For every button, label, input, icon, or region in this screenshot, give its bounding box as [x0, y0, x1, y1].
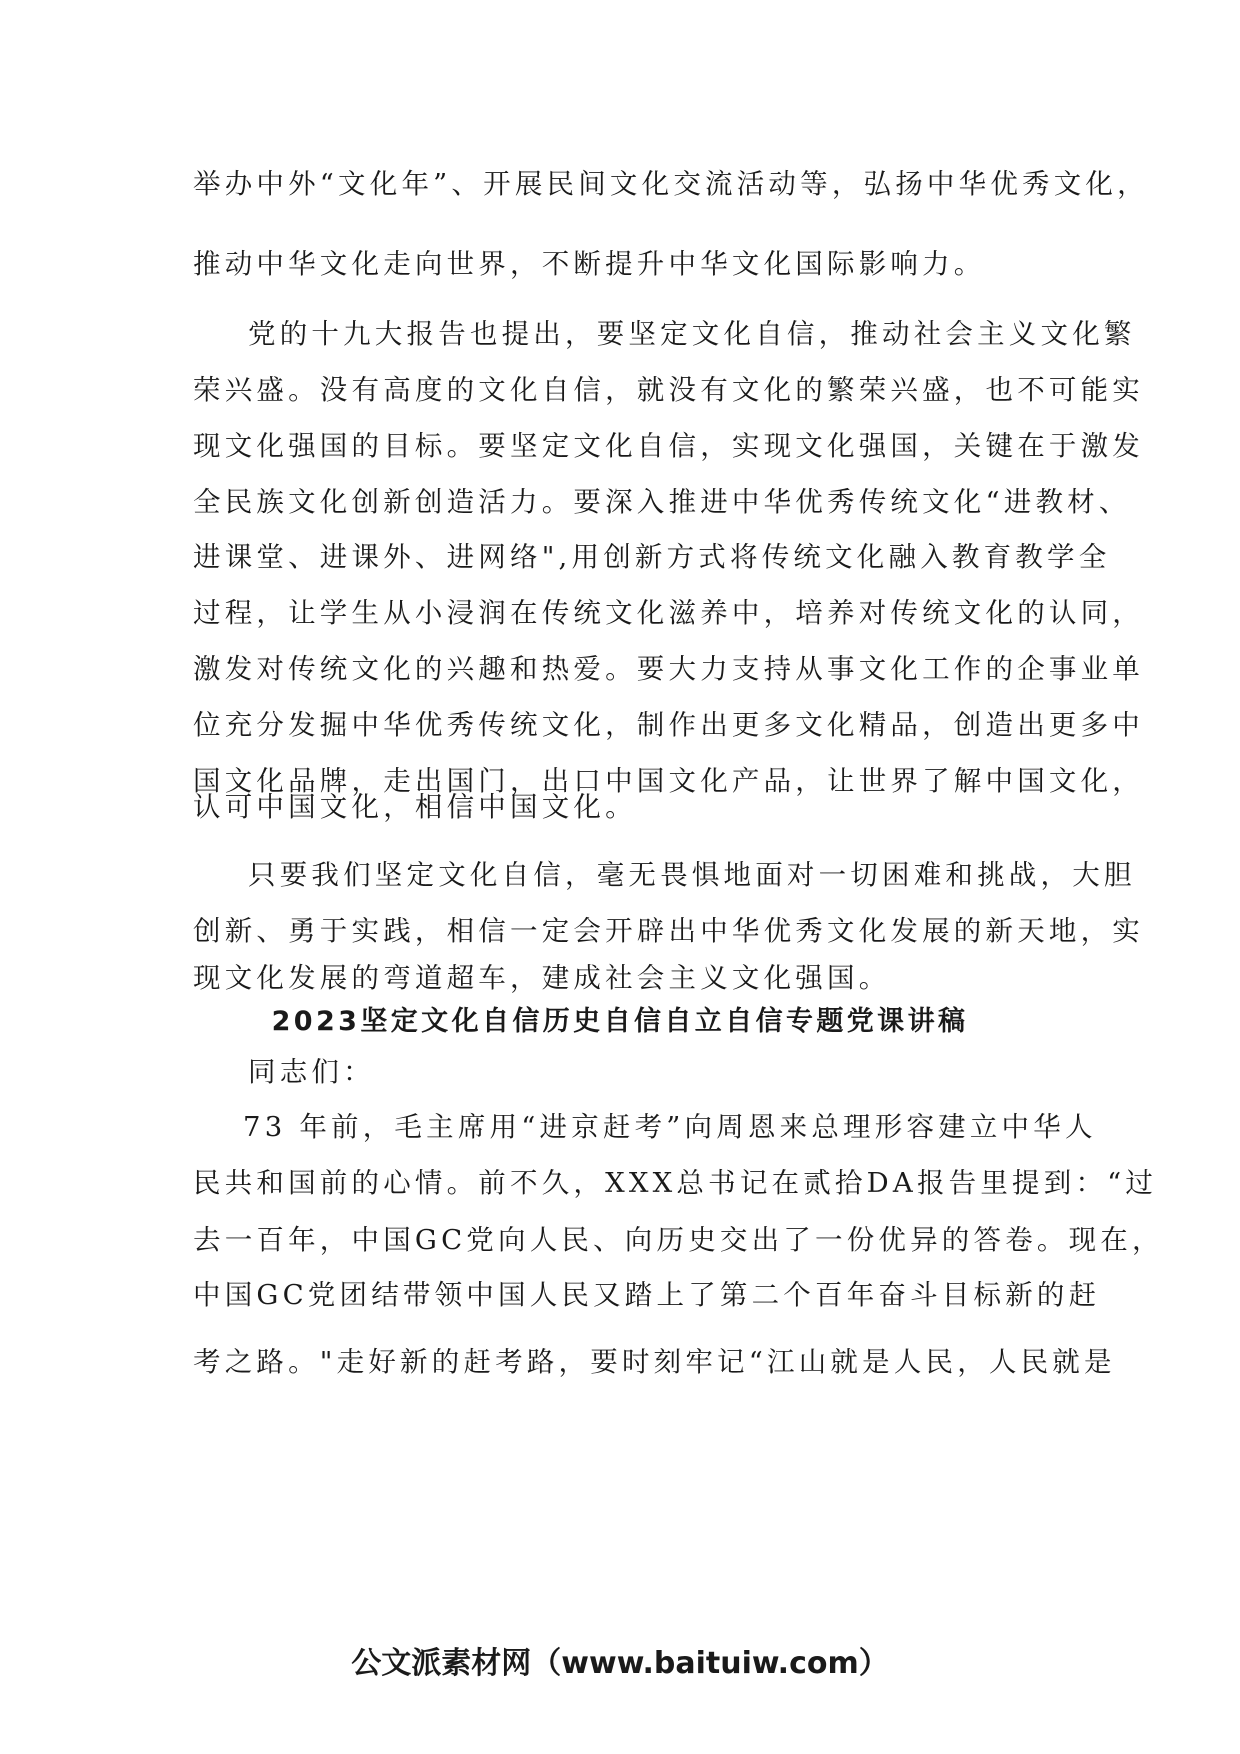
footer-watermark: 公文派素材网（www.baituiw.com） [351, 1646, 889, 1681]
paragraph-2-line-5: 进课堂、进课外、进网络",用创新方式将传统文化融入教育教学全 [193, 541, 1111, 573]
paragraph-2-line-2: 荣兴盛。没有高度的文化自信，就没有文化的繁荣兴盛，也不可能实 [193, 374, 1144, 406]
paragraph-2-line-7: 激发对传统文化的兴趣和热爱。要大力支持从事文化工作的企事业单 [193, 653, 1144, 685]
paragraph-2-line-8: 位充分发掘中华优秀传统文化，制作出更多文化精品，创造出更多中 [193, 709, 1144, 741]
paragraph-4-line-5: 考之路。"走好新的赶考路，要时刻牢记“江山就是人民，人民就是 [193, 1346, 1116, 1378]
paragraph-2-line-1: 党的十九大报告也提出，要坚定文化自信，推动社会主义文化繁 [248, 318, 1136, 350]
paragraph-1-line-1: 举办中外“文化年”、开展民间文化交流活动等，弘扬中华优秀文化， [193, 168, 1149, 200]
paragraph-2-line-10-visible: 认可中国文化，相信中国文化。 [193, 791, 637, 823]
paragraph-2-line-6: 过程，让学生从小浸润在传统文化滋养中，培养对传统文化的认同， [193, 597, 1144, 629]
paragraph-3-line-1: 只要我们坚定文化自信，毫无畏惧地面对一切困难和挑战，大胆 [248, 859, 1136, 891]
paragraph-4-line-4: 中国GC党团结带领中国人民又踏上了第二个百年奋斗目标新的赶 [193, 1279, 1101, 1311]
section-title: 2023坚定文化自信历史自信自立自信专题党课讲稿 [271, 1006, 969, 1037]
paragraph-3-line-2: 创新、勇于实践，相信一定会开辟出中华优秀文化发展的新天地，实 [193, 915, 1144, 947]
paragraph-2-line-4: 全民族文化创新创造活力。要深入推进中华优秀传统文化“进教材、 [193, 486, 1131, 518]
salutation: 同志们： [248, 1056, 375, 1088]
paragraph-1-line-2: 推动中华文化走向世界，不断提升中华文化国际影响力。 [193, 248, 986, 280]
paragraph-4-line-1: 73 年前，毛主席用“进京赶考”向周恩来总理形容建立中华人 [243, 1111, 1097, 1143]
paragraph-2-line-9: 国文化品牌，走出国门，出口中国文化产品，让世界了解中国文化， [193, 765, 1144, 797]
paragraph-4-line-3: 去一百年，中国GC党向人民、向历史交出了一份优异的答卷。现在， [193, 1224, 1164, 1256]
paragraph-2-line-3: 现文化强国的目标。要坚定文化自信，实现文化强国，关键在于激发 [193, 430, 1144, 462]
paragraph-4-line-2: 民共和国前的心情。前不久，XXX总书记在贰拾DA报告里提到：“过 [193, 1167, 1158, 1199]
paragraph-3-line-3: 现文化发展的弯道超车，建成社会主义文化强国。 [193, 962, 891, 994]
